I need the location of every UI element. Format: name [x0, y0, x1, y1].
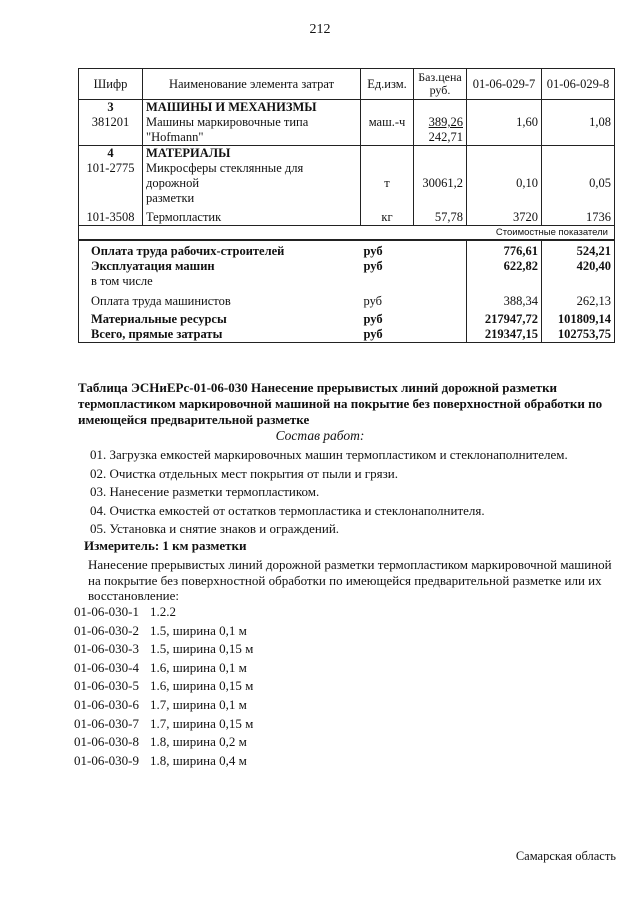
variant-code: 01-06-030-4	[74, 659, 139, 675]
summary-row	[79, 274, 615, 294]
work-item: 03. Нанесение разметки термопластиком.	[90, 484, 320, 499]
list-item	[74, 640, 474, 659]
resource-value-col1: 1,60	[467, 115, 542, 146]
summary-value-col1: 388,34	[467, 294, 542, 312]
header-price: Баз.цена руб.	[414, 69, 467, 100]
summary-value-col2: 262,13	[542, 294, 615, 312]
variant-code: 01-06-030-1	[74, 604, 139, 619]
list-item	[74, 622, 474, 641]
cost-indicators-label: Стоимостные показатели	[467, 226, 615, 241]
measure-unit: Измеритель: 1 км разметки	[84, 538, 247, 553]
work-item: 04. Очистка емкостей от остатков термопластика и стеклонаполнителя.	[90, 502, 485, 518]
summary-value-col2	[542, 274, 615, 294]
variant-code: 01-06-030-5	[74, 678, 139, 694]
variant-text: 1.8, ширина 0,4 м	[150, 752, 247, 768]
variant-text: 1.6, ширина 0,15 м	[150, 678, 254, 694]
footer-region: Самарская область	[515, 849, 616, 863]
section-number: 4	[79, 146, 143, 162]
list-item	[74, 659, 474, 678]
resource-name: Микросферы стеклянные для дорожной разметки	[143, 161, 361, 206]
table-row	[79, 115, 615, 146]
work-composition-heading: Состав работ:	[275, 428, 365, 443]
summary-label: в том числе	[79, 274, 361, 294]
variant-text: 1.6, ширина 0,1 м	[150, 659, 247, 675]
section-title: МАШИНЫ И МЕХАНИЗМЫ	[143, 100, 361, 116]
variant-text: 1.5, ширина 0,15 м	[150, 641, 254, 657]
resource-table	[78, 68, 615, 343]
list-item	[74, 677, 474, 696]
list-item	[74, 603, 474, 622]
resource-code: 101-3508	[79, 206, 143, 226]
work-list	[90, 446, 630, 539]
resource-name: Термопластик	[143, 206, 361, 226]
header-unit: Ед.изм.	[361, 69, 414, 100]
variant-text: 1.7, ширина 0,15 м	[150, 715, 254, 731]
page-number: 212	[309, 22, 331, 37]
summary-row	[79, 259, 615, 274]
variant-code: 01-06-030-9	[74, 752, 139, 768]
variant-text: 1.7, ширина 0,1 м	[150, 696, 247, 712]
summary-value-col1: 776,61	[467, 240, 542, 259]
summary-value-col2: 101809,14	[542, 312, 615, 327]
variant-text: 1.5, ширина 0,1 м	[150, 622, 247, 638]
resource-unit: т	[361, 161, 414, 206]
resource-name: Машины маркировочные типа "Hofmann"	[143, 115, 361, 146]
section-header-row	[79, 100, 615, 116]
table-row	[79, 161, 615, 206]
variant-code: 01-06-030-3	[74, 641, 139, 657]
resource-price: 30061,2	[414, 161, 467, 206]
summary-row	[79, 240, 615, 259]
summary-unit: руб	[363, 294, 383, 308]
resource-price: 389,26 242,71	[414, 115, 467, 146]
summary-label: Оплата труда рабочих-строителей	[79, 240, 361, 259]
resource-value-col1: 3720	[467, 206, 542, 226]
variant-code: 01-06-030-2	[74, 622, 139, 638]
summary-unit: руб	[361, 327, 414, 343]
resource-code: 381201	[79, 115, 143, 146]
summary-value-col2: 524,21	[542, 240, 615, 259]
summary-row	[79, 294, 615, 312]
header-col1: 01-06-029-7	[467, 69, 542, 100]
section-title: МАТЕРИАЛЫ	[143, 146, 361, 162]
list-item	[74, 733, 474, 752]
resource-code: 101-2775	[79, 161, 143, 206]
summary-value-col2: 102753,75	[542, 327, 615, 343]
table-header-row	[79, 69, 615, 100]
header-col2: 01-06-029-8	[542, 69, 615, 100]
list-item	[74, 715, 474, 734]
summary-value-col2: 420,40	[542, 259, 615, 274]
header-code: Шифр	[79, 69, 143, 100]
resource-value-col1: 0,10	[467, 161, 542, 206]
summary-value-col1	[467, 274, 542, 294]
summary-unit: руб	[363, 259, 383, 273]
summary-value-col1: 622,82	[467, 259, 542, 274]
section-number: 3	[79, 100, 143, 116]
work-item: 02. Очистка отдельных мест покрытия от пыли и грязи.	[90, 465, 398, 481]
summary-row	[79, 312, 615, 327]
description: Нанесение прерывистых линий дорожной разметки термопластиком маркировочной машиной на покрытие без поверхностной обработки по имеющейся предварительной разметке или их восстановление:	[88, 557, 612, 603]
summary-value-col1: 219347,15	[467, 327, 542, 343]
table-title: Таблица ЭСНиЕРс-01-06-030 Нанесение прерывистых линий дорожной разметки термопластиком маркировочной машиной на покрытие без поверхностной обработки по имеющейся предварительной разметке	[78, 380, 603, 427]
summary-row	[79, 327, 615, 343]
cost-indicators-row	[79, 226, 615, 241]
resource-unit: кг	[361, 206, 414, 226]
variant-code: 01-06-030-7	[74, 715, 139, 731]
summary-label: Эксплуатация машин	[79, 259, 361, 274]
resource-value-col2: 1736	[542, 206, 615, 226]
header-name: Наименование элемента затрат	[143, 69, 361, 100]
section-header-row	[79, 146, 615, 162]
variant-code: 01-06-030-8	[74, 734, 139, 750]
summary-unit	[361, 274, 414, 294]
variant-code: 01-06-030-6	[74, 696, 139, 712]
resource-price: 57,78	[414, 206, 467, 226]
summary-value-col1: 217947,72	[467, 312, 542, 327]
resource-unit: маш.-ч	[361, 115, 414, 146]
resource-value-col2: 1,08	[542, 115, 615, 146]
summary-label: Оплата труда машинистов	[79, 294, 361, 312]
summary-unit: руб	[363, 312, 383, 326]
variant-text: 1.8, ширина 0,2 м	[150, 734, 247, 750]
resource-value-col2: 0,05	[542, 161, 615, 206]
summary-unit: руб	[363, 244, 383, 258]
variant-list	[74, 603, 474, 770]
list-item	[74, 752, 474, 771]
summary-label: Всего, прямые затраты	[79, 327, 361, 343]
table-row	[79, 206, 615, 226]
summary-label: Материальные ресурсы	[79, 312, 361, 327]
work-item: 05. Установка и снятие знаков и ограждений.	[90, 521, 340, 536]
list-item	[74, 696, 474, 715]
variant-text: 1.2.2	[150, 604, 176, 619]
work-item: 01. Загрузка емкостей маркировочных машин термопластиком и стеклонаполнителем.	[90, 447, 568, 462]
